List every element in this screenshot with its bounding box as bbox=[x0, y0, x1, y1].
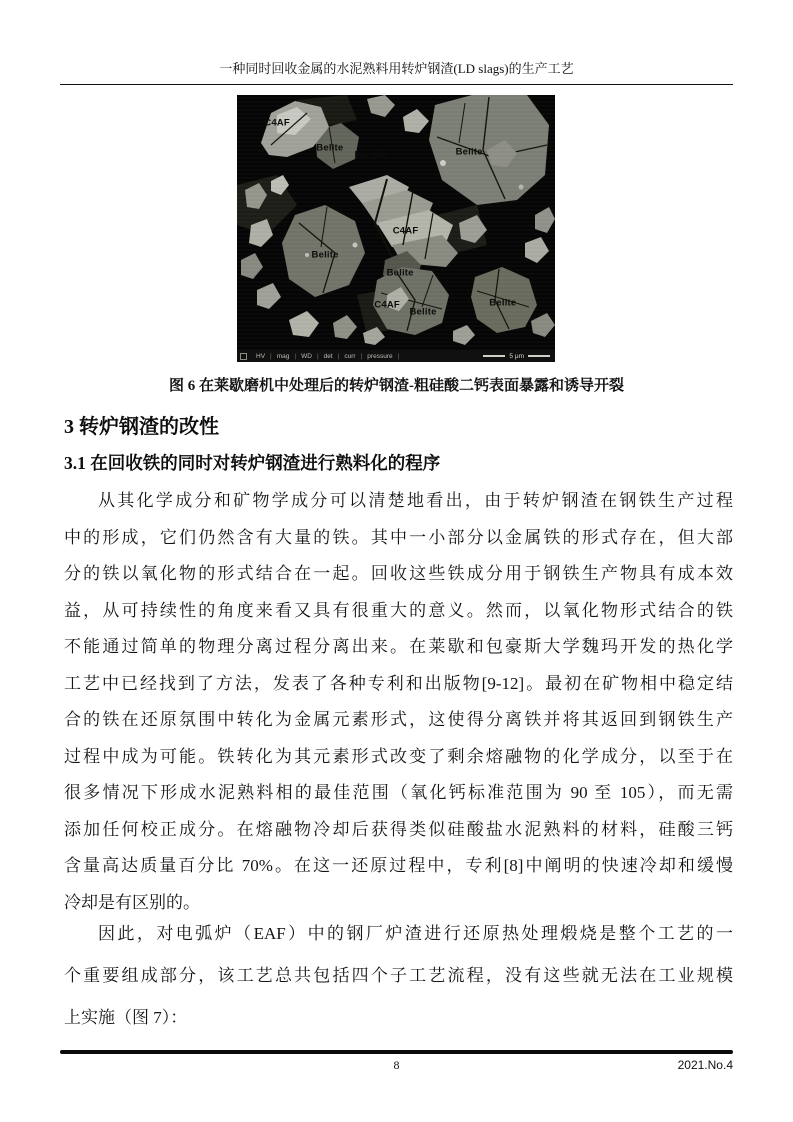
statusbar-field: mag bbox=[276, 352, 290, 360]
text-line: 很多情况下形成水泥熟料相的最佳范围（氧化钙标准范围为 90 至 105），而无需 bbox=[64, 783, 733, 802]
sem-statusbar bbox=[237, 350, 555, 362]
scale-bar bbox=[483, 353, 550, 360]
section-heading: 3 转炉钢渣的改性 bbox=[64, 416, 219, 438]
issue-label: 2021.No.4 bbox=[677, 1058, 733, 1072]
mineral-label: Belite bbox=[489, 297, 517, 309]
text-line: 冷却是有区别的。 bbox=[64, 892, 200, 912]
text-line: 上实施（图 7）： bbox=[64, 1008, 188, 1027]
statusbar-field: HV bbox=[256, 352, 266, 360]
body-paragraph-2 bbox=[64, 913, 733, 1039]
mineral-label: Belite bbox=[311, 249, 339, 261]
text-line: 分的铁以氧化物的形式结合在一起。回收这些铁成分用于钢铁生产物具有成本效 bbox=[64, 564, 733, 583]
statusbar-separator: | bbox=[270, 352, 272, 360]
instrument-icon bbox=[240, 353, 247, 360]
subsection-heading: 3.1 在回收铁的同时对转炉钢渣进行熟料化的程序 bbox=[64, 453, 441, 473]
statusbar-separator: | bbox=[337, 352, 340, 360]
text-line: 含量高达质量百分比 70%。在这一还原过程中，专利[8]中阐明的快速冷却和缓慢 bbox=[64, 856, 733, 875]
statusbar-field: curr bbox=[344, 352, 356, 360]
mineral-label: Belite bbox=[455, 146, 483, 158]
page-number: 8 bbox=[393, 1058, 400, 1072]
mineral-label: C4AF bbox=[392, 225, 419, 237]
sem-figure bbox=[237, 95, 555, 362]
text-line: 过程中成为可能。铁转化为其元素形式改变了剩余熔融物的化学成分，以至于在 bbox=[64, 746, 733, 766]
statusbar-separator: | bbox=[360, 352, 363, 360]
mineral-label: Belite bbox=[316, 142, 344, 154]
sem-texture bbox=[237, 95, 555, 350]
statusbar-separator: | bbox=[294, 352, 297, 360]
mineral-label: C4AF bbox=[374, 299, 400, 311]
header-rule bbox=[60, 84, 733, 85]
sem-micrograph bbox=[237, 95, 555, 350]
text-line: 工艺中已经找到了方法，发表了各种专利和出版物[9-12]。最初在矿物相中稳定结 bbox=[64, 673, 733, 693]
mineral-label: Mg-Wü bbox=[354, 149, 388, 161]
statusbar-field: WD bbox=[301, 352, 312, 360]
statusbar-separator: | bbox=[397, 352, 400, 360]
text-line: 益，从可持续性的角度来看又具有很重大的意义。然而，以氧化物形式结合的铁 bbox=[64, 600, 733, 620]
statusbar-field: pressure bbox=[367, 352, 393, 360]
text-line: 合的铁在还原氛围中转化为金属元素形式，这使得分离铁并将其返回到钢铁生产 bbox=[64, 710, 733, 729]
statusbar-fields bbox=[251, 353, 399, 360]
figure-caption: 图 6 在莱歇磨机中处理后的转炉钢渣-粗硅酸二钙表面暴露和诱导开裂 bbox=[169, 378, 624, 394]
statusbar-separator: | bbox=[316, 352, 319, 360]
statusbar-field: det bbox=[323, 352, 333, 360]
body-paragraph-1 bbox=[64, 483, 733, 921]
text-line: 中的形成，它们仍然含有大量的铁。其中一小部分以金属铁的形式存在，但大部 bbox=[64, 527, 733, 547]
scale-bar-label: 5 μm bbox=[509, 352, 524, 360]
mineral-label: Belite bbox=[386, 267, 414, 279]
text-line: 个重要组成部分，该工艺总共包括四个子工艺流程，没有这些就无法在工业规模 bbox=[64, 966, 733, 985]
text-line: 从其化学成分和矿物学成分可以清楚地看出，由于转炉钢渣在钢铁生产过程 bbox=[98, 491, 733, 510]
text-line: 不能通过简单的物理分离过程分离出来。在莱歇和包豪斯大学魏玛开发的热化学 bbox=[64, 637, 733, 656]
text-line: 因此，对电弧炉（EAF）中的钢厂炉渣进行还原热处理煅烧是整个工艺的一 bbox=[98, 924, 733, 943]
page-header-title: 一种同时回收金属的水泥熟料用转炉钢渣(LD slags)的生产工艺 bbox=[219, 61, 574, 76]
text-line: 添加任何校正成分。在熔融物冷却后获得类似硅酸盐水泥熟料的材料，硅酸三钙 bbox=[64, 819, 733, 839]
mineral-label: C4AF bbox=[264, 117, 290, 129]
scale-bar-line bbox=[483, 355, 505, 357]
footer-rule bbox=[60, 1050, 733, 1054]
mineral-label: Belite bbox=[409, 306, 437, 318]
scale-bar-line bbox=[528, 355, 550, 357]
